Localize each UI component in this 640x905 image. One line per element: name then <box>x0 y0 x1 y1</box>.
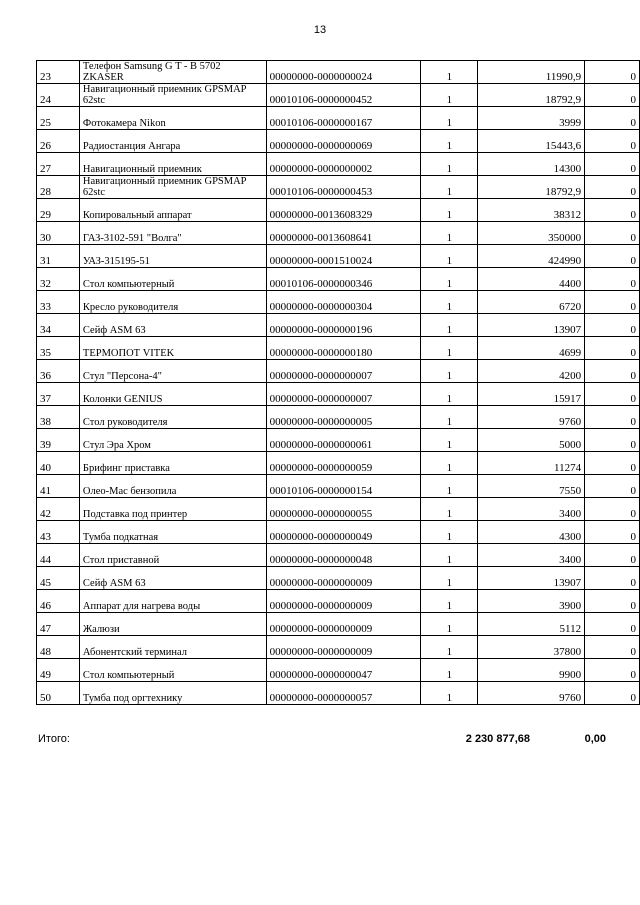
table-row <box>37 383 640 406</box>
price-cell: 6720 <box>478 291 585 314</box>
quantity-cell: 1 <box>421 107 478 130</box>
table-row <box>37 659 640 682</box>
residual-value-cell: 0 <box>585 613 640 636</box>
table-row <box>37 544 640 567</box>
item-name-cell: Сейф ASM 63 <box>79 567 266 590</box>
inventory-code-cell: 00000000-0001510024 <box>266 245 421 268</box>
price-cell: 3900 <box>478 590 585 613</box>
table-row <box>37 613 640 636</box>
row-number-cell: 27 <box>37 153 80 176</box>
quantity-cell: 1 <box>421 314 478 337</box>
residual-value-cell: 0 <box>585 130 640 153</box>
item-name-cell: Радиостанция Ангара <box>79 130 266 153</box>
inventory-code-cell: 00000000-0000000180 <box>266 337 421 360</box>
inventory-code-cell: 00000000-0000000009 <box>266 590 421 613</box>
residual-value-cell: 0 <box>585 406 640 429</box>
inventory-code-cell: 00000000-0000000196 <box>266 314 421 337</box>
residual-value-cell: 0 <box>585 61 640 84</box>
inventory-code-cell: 00000000-0000000002 <box>266 153 421 176</box>
table-row <box>37 521 640 544</box>
table-row <box>37 84 640 107</box>
price-cell: 18792,9 <box>478 84 585 107</box>
price-cell: 4400 <box>478 268 585 291</box>
price-cell: 37800 <box>478 636 585 659</box>
item-name-cell: Олео-Мас бензопила <box>79 475 266 498</box>
price-cell: 5000 <box>478 429 585 452</box>
row-number-cell: 33 <box>37 291 80 314</box>
price-cell: 9760 <box>478 682 585 705</box>
item-name-cell: УАЗ-315195-51 <box>79 245 266 268</box>
residual-value-cell: 0 <box>585 682 640 705</box>
quantity-cell: 1 <box>421 452 478 475</box>
row-number-cell: 24 <box>37 84 80 107</box>
table-row <box>37 199 640 222</box>
item-name-cell: Копировальный аппарат <box>79 199 266 222</box>
residual-value-cell: 0 <box>585 475 640 498</box>
table-row <box>37 314 640 337</box>
item-name-cell: Стол компьютерный <box>79 659 266 682</box>
item-name-cell: Сейф ASM 63 <box>79 314 266 337</box>
inventory-code-cell: 00000000-0000000069 <box>266 130 421 153</box>
residual-value-cell: 0 <box>585 268 640 291</box>
table-row <box>37 61 640 84</box>
quantity-cell: 1 <box>421 521 478 544</box>
quantity-cell: 1 <box>421 268 478 291</box>
row-number-cell: 39 <box>37 429 80 452</box>
row-number-cell: 49 <box>37 659 80 682</box>
table-row <box>37 245 640 268</box>
residual-value-cell: 0 <box>585 567 640 590</box>
inventory-code-cell: 00000000-0013608641 <box>266 222 421 245</box>
item-name-cell: Стол компьютерный <box>79 268 266 291</box>
table-row <box>37 590 640 613</box>
item-name-cell: Аппарат для нагрева воды <box>79 590 266 613</box>
row-number-cell: 38 <box>37 406 80 429</box>
residual-value-cell: 0 <box>585 153 640 176</box>
total-rest: 0,00 <box>584 733 606 745</box>
price-cell: 15443,6 <box>478 130 585 153</box>
inventory-code-cell: 00000000-0000000007 <box>266 360 421 383</box>
price-cell: 350000 <box>478 222 585 245</box>
inventory-code-cell: 00000000-0000000009 <box>266 613 421 636</box>
row-number-cell: 34 <box>37 314 80 337</box>
inventory-code-cell: 00000000-0013608329 <box>266 199 421 222</box>
item-name-cell: Подставка под принтер <box>79 498 266 521</box>
residual-value-cell: 0 <box>585 383 640 406</box>
item-name-cell: Тумба подкатная <box>79 521 266 544</box>
price-cell: 38312 <box>478 199 585 222</box>
residual-value-cell: 0 <box>585 291 640 314</box>
row-number-cell: 46 <box>37 590 80 613</box>
price-cell: 5112 <box>478 613 585 636</box>
price-cell: 13907 <box>478 314 585 337</box>
row-number-cell: 37 <box>37 383 80 406</box>
row-number-cell: 36 <box>37 360 80 383</box>
table-row <box>37 406 640 429</box>
item-name-cell: Навигационный приемник GPSMAP 62stc <box>79 176 266 199</box>
inventory-code-cell: 00000000-0000000047 <box>266 659 421 682</box>
inventory-code-cell: 00000000-0000000059 <box>266 452 421 475</box>
inventory-table <box>36 60 640 705</box>
inventory-table-body <box>37 61 640 705</box>
price-cell: 18792,9 <box>478 176 585 199</box>
table-row <box>37 130 640 153</box>
quantity-cell: 1 <box>421 245 478 268</box>
row-number-cell: 48 <box>37 636 80 659</box>
quantity-cell: 1 <box>421 337 478 360</box>
quantity-cell: 1 <box>421 360 478 383</box>
quantity-cell: 1 <box>421 84 478 107</box>
item-name-cell: Кресло руководителя <box>79 291 266 314</box>
inventory-code-cell: 00010106-0000000452 <box>266 84 421 107</box>
price-cell: 3999 <box>478 107 585 130</box>
table-row <box>37 268 640 291</box>
quantity-cell: 1 <box>421 613 478 636</box>
price-cell: 424990 <box>478 245 585 268</box>
residual-value-cell: 0 <box>585 544 640 567</box>
price-cell: 4699 <box>478 337 585 360</box>
quantity-cell: 1 <box>421 222 478 245</box>
price-cell: 15917 <box>478 383 585 406</box>
residual-value-cell: 0 <box>585 337 640 360</box>
table-row <box>37 153 640 176</box>
item-name-cell: Колонки GENIUS <box>79 383 266 406</box>
item-name-cell: Брифинг приставка <box>79 452 266 475</box>
residual-value-cell: 0 <box>585 176 640 199</box>
row-number-cell: 43 <box>37 521 80 544</box>
residual-value-cell: 0 <box>585 314 640 337</box>
quantity-cell: 1 <box>421 590 478 613</box>
residual-value-cell: 0 <box>585 107 640 130</box>
item-name-cell: Стул "Персона-4" <box>79 360 266 383</box>
table-row <box>37 222 640 245</box>
quantity-cell: 1 <box>421 475 478 498</box>
table-row <box>37 360 640 383</box>
row-number-cell: 32 <box>37 268 80 291</box>
residual-value-cell: 0 <box>585 84 640 107</box>
inventory-code-cell: 00010106-0000000167 <box>266 107 421 130</box>
quantity-cell: 1 <box>421 176 478 199</box>
table-row <box>37 176 640 199</box>
residual-value-cell: 0 <box>585 360 640 383</box>
total-sum: 2 230 877,68 <box>465 733 530 745</box>
row-number-cell: 31 <box>37 245 80 268</box>
inventory-code-cell: 00010106-0000000154 <box>266 475 421 498</box>
residual-value-cell: 0 <box>585 636 640 659</box>
page-number: 13 <box>313 24 327 36</box>
item-name-cell: Тумба под оргтехнику <box>79 682 266 705</box>
quantity-cell: 1 <box>421 199 478 222</box>
quantity-cell: 1 <box>421 130 478 153</box>
row-number-cell: 26 <box>37 130 80 153</box>
quantity-cell: 1 <box>421 544 478 567</box>
row-number-cell: 35 <box>37 337 80 360</box>
price-cell: 14300 <box>478 153 585 176</box>
residual-value-cell: 0 <box>585 498 640 521</box>
quantity-cell: 1 <box>421 682 478 705</box>
item-name-cell: Жалюзи <box>79 613 266 636</box>
item-name-cell: Стул Эра Хром <box>79 429 266 452</box>
quantity-cell: 1 <box>421 291 478 314</box>
row-number-cell: 45 <box>37 567 80 590</box>
price-cell: 9760 <box>478 406 585 429</box>
inventory-code-cell: 00010106-0000000346 <box>266 268 421 291</box>
row-number-cell: 23 <box>37 61 80 84</box>
table-row <box>37 337 640 360</box>
inventory-code-cell: 00000000-0000000304 <box>266 291 421 314</box>
item-name-cell: Навигационный приемник GPSMAP 62stc <box>79 84 266 107</box>
quantity-cell: 1 <box>421 406 478 429</box>
item-name-cell: Телефон Samsung G T - B 5702 ZKASER <box>79 61 266 84</box>
row-number-cell: 42 <box>37 498 80 521</box>
item-name-cell: Абонентский терминал <box>79 636 266 659</box>
row-number-cell: 50 <box>37 682 80 705</box>
inventory-code-cell: 00000000-0000000061 <box>266 429 421 452</box>
table-row <box>37 291 640 314</box>
total-label: Итого: <box>38 733 70 745</box>
row-number-cell: 41 <box>37 475 80 498</box>
price-cell: 4300 <box>478 521 585 544</box>
quantity-cell: 1 <box>421 61 478 84</box>
price-cell: 3400 <box>478 498 585 521</box>
row-number-cell: 30 <box>37 222 80 245</box>
quantity-cell: 1 <box>421 429 478 452</box>
price-cell: 11274 <box>478 452 585 475</box>
table-row <box>37 682 640 705</box>
residual-value-cell: 0 <box>585 199 640 222</box>
quantity-cell: 1 <box>421 383 478 406</box>
table-row <box>37 475 640 498</box>
row-number-cell: 40 <box>37 452 80 475</box>
row-number-cell: 25 <box>37 107 80 130</box>
price-cell: 4200 <box>478 360 585 383</box>
inventory-code-cell: 00000000-0000000007 <box>266 383 421 406</box>
item-name-cell: Стол приставной <box>79 544 266 567</box>
table-row <box>37 452 640 475</box>
quantity-cell: 1 <box>421 659 478 682</box>
price-cell: 9900 <box>478 659 585 682</box>
inventory-code-cell: 00000000-0000000009 <box>266 567 421 590</box>
item-name-cell: Навигационный приемник <box>79 153 266 176</box>
inventory-code-cell: 00000000-0000000005 <box>266 406 421 429</box>
item-name-cell: ТЕРМОПОТ VITEK <box>79 337 266 360</box>
inventory-code-cell: 00000000-0000000049 <box>266 521 421 544</box>
inventory-code-cell: 00000000-0000000057 <box>266 682 421 705</box>
row-number-cell: 47 <box>37 613 80 636</box>
inventory-code-cell: 00000000-0000000009 <box>266 636 421 659</box>
quantity-cell: 1 <box>421 153 478 176</box>
table-row <box>37 498 640 521</box>
item-name-cell: Стол руководителя <box>79 406 266 429</box>
residual-value-cell: 0 <box>585 429 640 452</box>
row-number-cell: 28 <box>37 176 80 199</box>
table-row <box>37 429 640 452</box>
price-cell: 7550 <box>478 475 585 498</box>
item-name-cell: Фотокамера Nikon <box>79 107 266 130</box>
inventory-code-cell: 00010106-0000000453 <box>266 176 421 199</box>
row-number-cell: 29 <box>37 199 80 222</box>
price-cell: 3400 <box>478 544 585 567</box>
residual-value-cell: 0 <box>585 521 640 544</box>
table-row <box>37 636 640 659</box>
residual-value-cell: 0 <box>585 245 640 268</box>
residual-value-cell: 0 <box>585 659 640 682</box>
residual-value-cell: 0 <box>585 452 640 475</box>
quantity-cell: 1 <box>421 636 478 659</box>
table-row <box>37 567 640 590</box>
item-name-cell: ГАЗ-3102-591 "Волга" <box>79 222 266 245</box>
table-row <box>37 107 640 130</box>
inventory-code-cell: 00000000-0000000024 <box>266 61 421 84</box>
price-cell: 11990,9 <box>478 61 585 84</box>
quantity-cell: 1 <box>421 567 478 590</box>
quantity-cell: 1 <box>421 498 478 521</box>
residual-value-cell: 0 <box>585 590 640 613</box>
inventory-code-cell: 00000000-0000000055 <box>266 498 421 521</box>
price-cell: 13907 <box>478 567 585 590</box>
residual-value-cell: 0 <box>585 222 640 245</box>
row-number-cell: 44 <box>37 544 80 567</box>
inventory-code-cell: 00000000-0000000048 <box>266 544 421 567</box>
